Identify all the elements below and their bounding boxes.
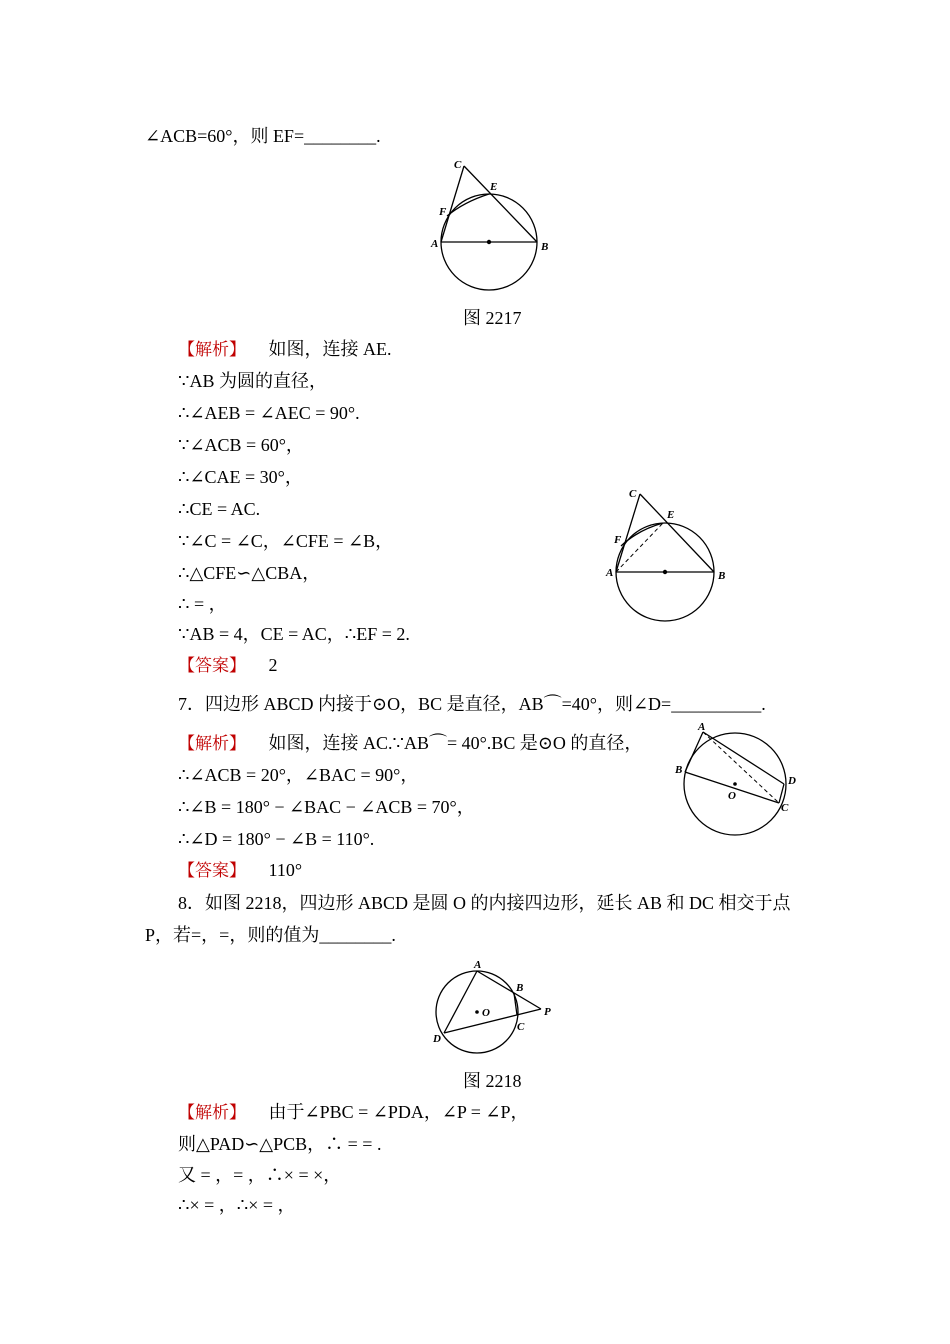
analysis-block-q8 — [178, 1100, 529, 1125]
analysis-tag: 【解析】 — [178, 1103, 246, 1123]
answer-block-q6 — [178, 653, 278, 678]
fig3-label-d: D — [788, 775, 796, 787]
fig4-label-d: D — [433, 1033, 441, 1045]
fig3-label-o: O — [728, 790, 736, 802]
analysis-line: ∴△CFE∽△CBA， — [178, 563, 321, 583]
q7-stem: 7．四边形 ABCD 内接于⊙O，BC 是直径，AB⌒=40°，则∠D=__________. — [178, 694, 766, 714]
answer-tag: 【答案】 — [178, 656, 246, 676]
analysis-line: ∴∠D = 180° − ∠B = 110°. — [178, 829, 375, 849]
fig2-label-e: E — [667, 509, 675, 521]
fig4-label-b: B — [516, 982, 524, 994]
analysis-line: ∵AB = 4，CE = AC，∴EF = 2. — [178, 624, 410, 644]
fig1-label-a: A — [431, 238, 439, 250]
analysis-line: 由于∠PBC = ∠PDA，∠P = ∠P， — [268, 1102, 529, 1122]
fig1-label-b: B — [541, 241, 549, 253]
fig3-label-b: B — [675, 764, 683, 776]
figure-2218 — [425, 955, 565, 1060]
answer-block-q7 — [178, 858, 302, 883]
figure-caption-2217: 图 2217 — [463, 308, 522, 328]
fig1-label-e: E — [490, 181, 498, 193]
analysis-line: ∴∠ACB = 20°，∠BAC = 90°， — [178, 765, 419, 785]
analysis-line: 如图，连接 AC.∵AB⌒= 40°.BC 是⊙O 的直径， — [268, 733, 643, 753]
analysis-line: 如图，连接 AE. — [268, 339, 392, 359]
fig1-label-c: C — [454, 159, 462, 171]
analysis-tag: 【解析】 — [178, 340, 246, 360]
analysis-line: ∴∠AEB = ∠AEC = 90°. — [178, 403, 360, 423]
analysis-tag: 【解析】 — [178, 734, 246, 754]
q8-stem-line1: 8．如图 2218，四边形 ABCD 是圆 O 的内接四边形，延长 AB 和 DC 相交于点 — [178, 893, 791, 913]
fig2-label-a: A — [606, 567, 614, 579]
analysis-line: ∵∠C = ∠C，∠CFE = ∠B， — [178, 531, 394, 551]
analysis-line: ∵AB 为圆的直径， — [178, 371, 327, 391]
fig1-label-f: F — [439, 206, 447, 218]
fig3-label-a: A — [698, 721, 706, 733]
answer-tag: 【答案】 — [178, 861, 246, 881]
q8-stem-line2: P，若=，=，则的值为________. — [145, 925, 396, 945]
fig2-label-b: B — [718, 570, 726, 582]
analysis-line: 又 = ，= ，∴× = ×， — [178, 1165, 342, 1185]
analysis-block-q7 — [178, 731, 642, 756]
fig4-label-p: P — [544, 1006, 551, 1018]
analysis-line: ∵∠ACB = 60°， — [178, 435, 304, 455]
analysis-line: ∴ = ， — [178, 594, 227, 614]
fig2-label-f: F — [614, 534, 622, 546]
fig4-label-o: O — [482, 1007, 490, 1019]
analysis-block-q6 — [178, 337, 392, 362]
analysis-line: ∴× = ，∴× = ， — [178, 1195, 296, 1215]
analysis-figure-q6 — [600, 480, 740, 630]
analysis-line: ∴∠CAE = 30°， — [178, 467, 303, 487]
figure-caption-2218: 图 2218 — [463, 1071, 522, 1091]
answer-value: 2 — [268, 655, 278, 675]
figure-2217 — [420, 150, 570, 300]
fig3-label-c: C — [781, 802, 789, 814]
fig4-label-c: C — [517, 1021, 525, 1033]
fig2-label-c: C — [629, 488, 637, 500]
fig4-label-a: A — [474, 959, 482, 971]
figure-q7 — [668, 722, 808, 842]
q6-stem: ∠ACB=60°，则 EF=________. — [145, 126, 381, 146]
analysis-line: ∴∠B = 180° − ∠BAC − ∠ACB = 70°， — [178, 797, 475, 817]
analysis-line: ∴CE = AC. — [178, 499, 261, 519]
analysis-line: 则△PAD∽△PCB，∴ = = . — [178, 1134, 382, 1154]
answer-value: 110° — [268, 860, 303, 880]
